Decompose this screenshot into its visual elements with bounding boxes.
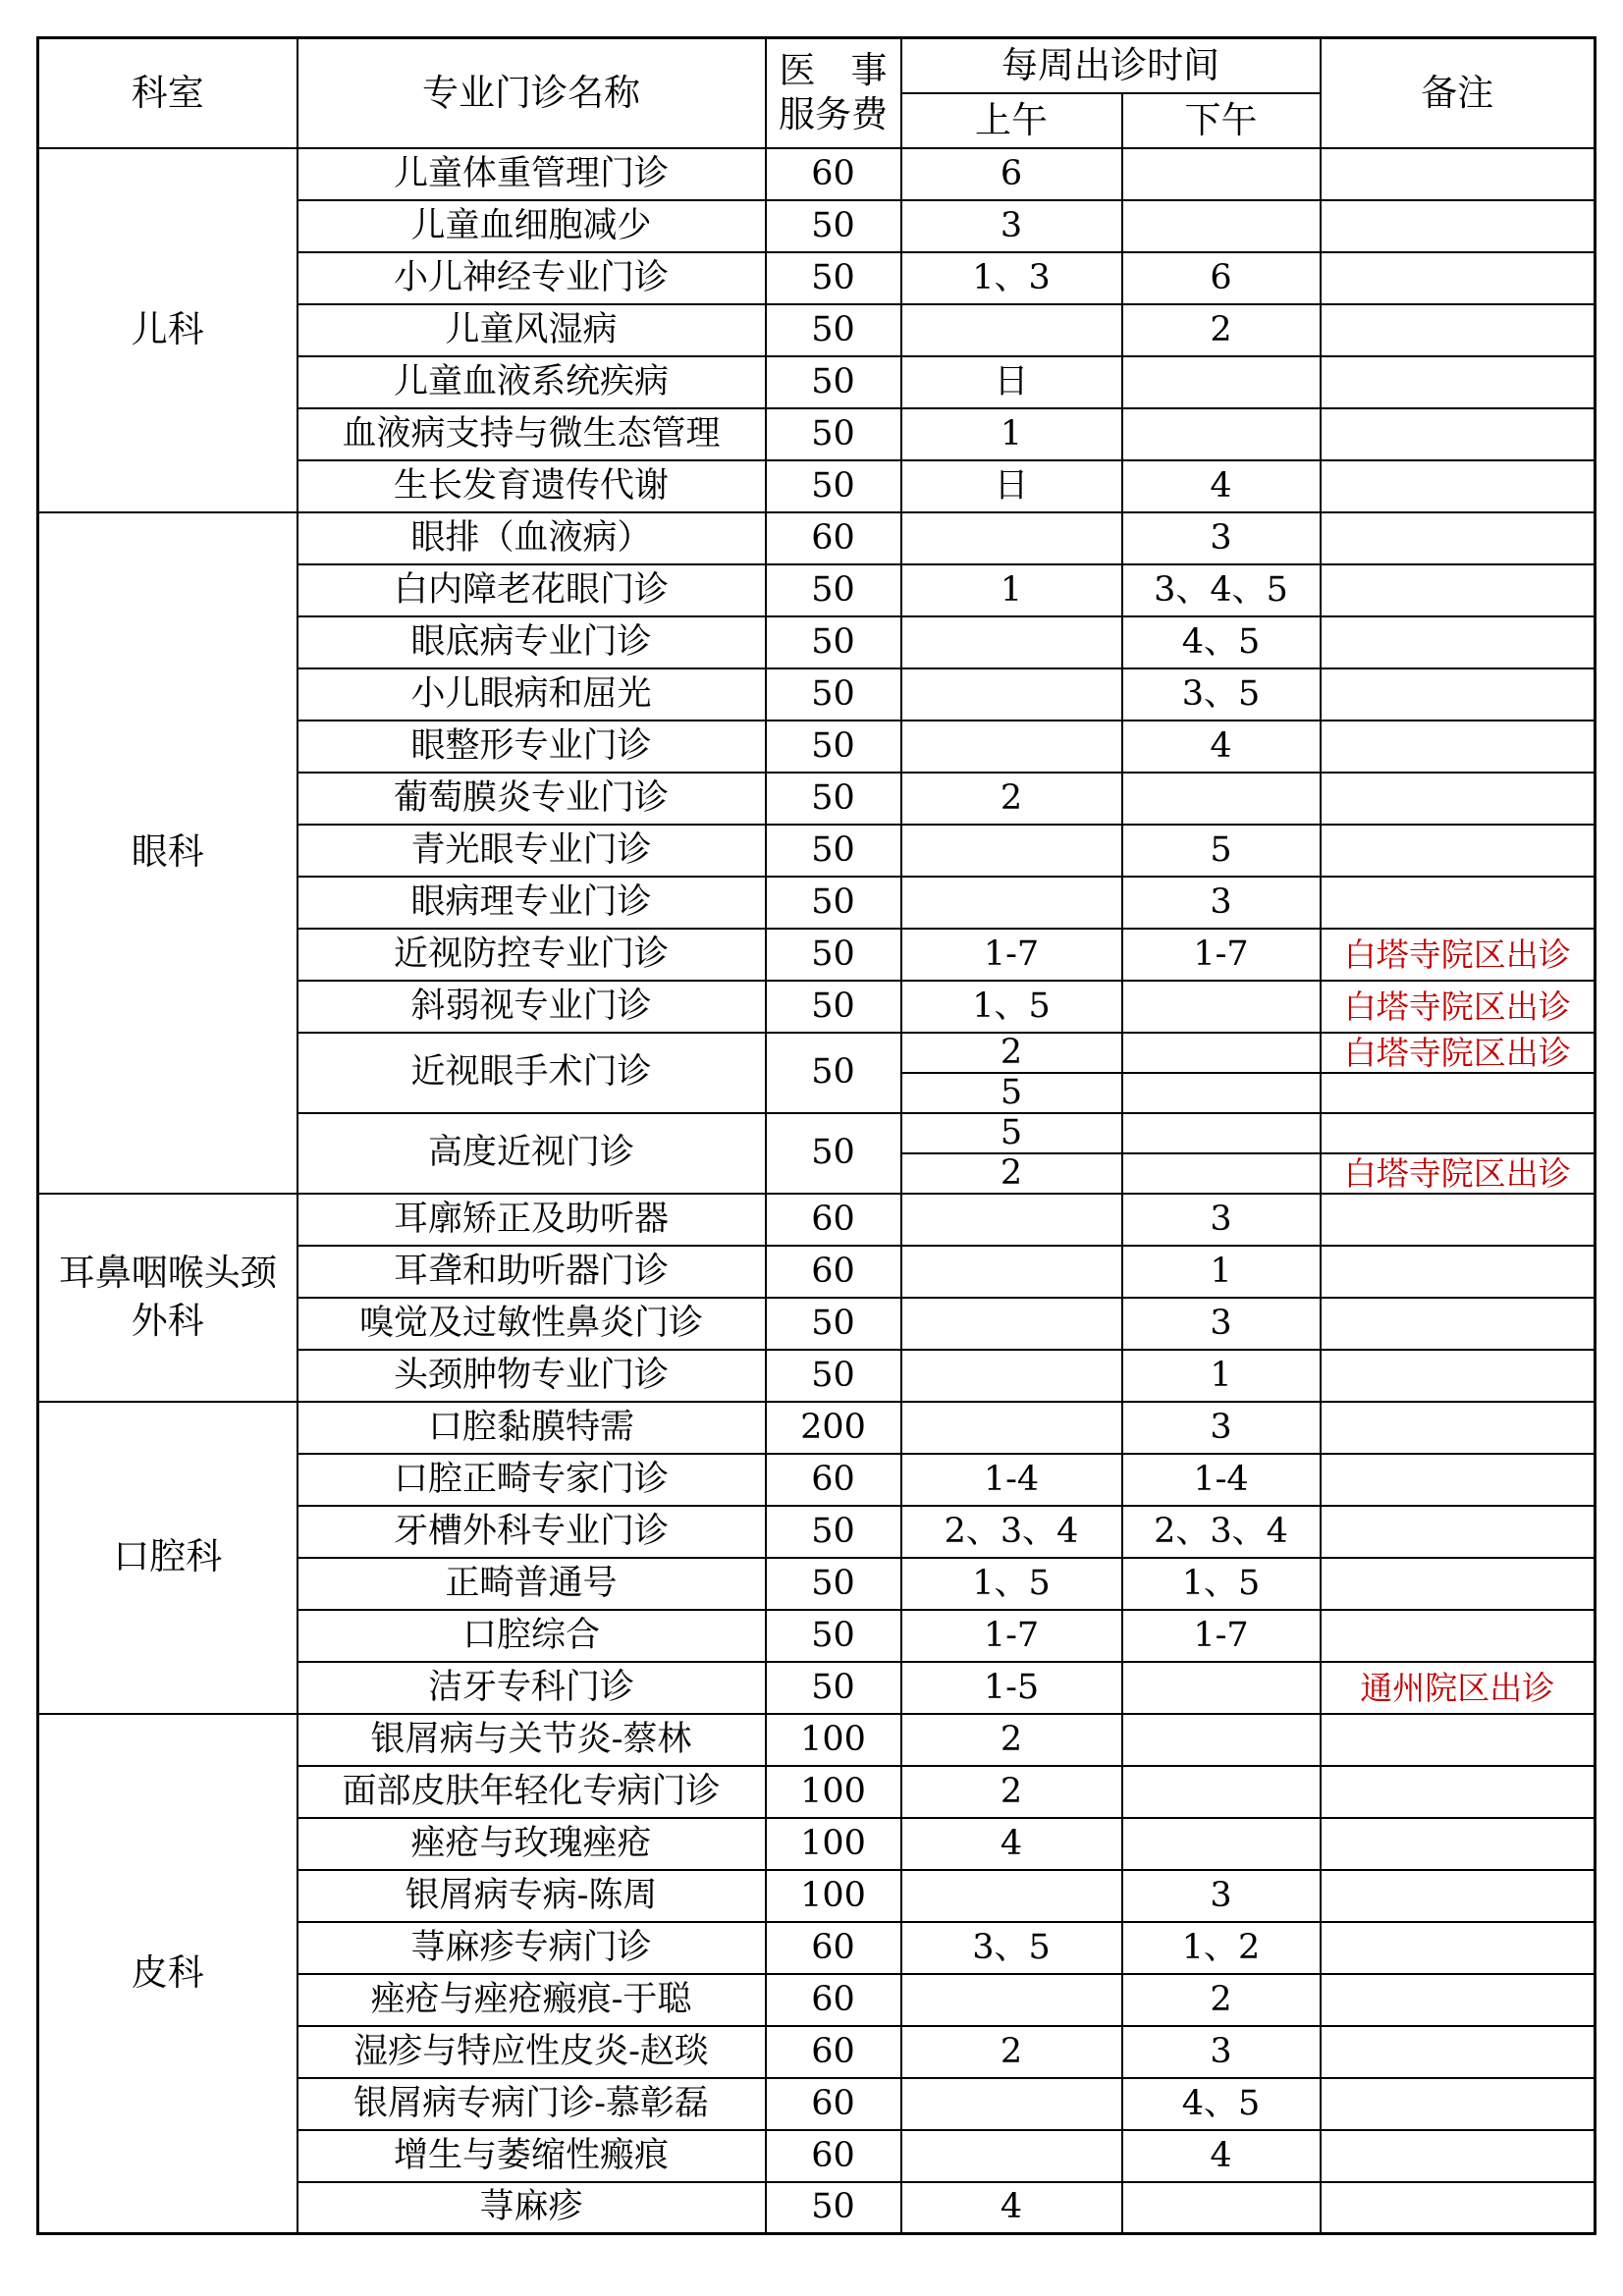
remarks-cell bbox=[1321, 1558, 1596, 1610]
afternoon-cell: 1 bbox=[1122, 1350, 1321, 1402]
service-fee-cell: 60 bbox=[766, 2130, 901, 2182]
service-fee-cell: 60 bbox=[766, 1246, 901, 1298]
afternoon-cell: 1-7 bbox=[1122, 929, 1321, 981]
clinic-name-cell: 嗅觉及过敏性鼻炎门诊 bbox=[298, 1298, 766, 1350]
afternoon-cell: 3、4、5 bbox=[1122, 564, 1321, 616]
remarks-cell bbox=[1321, 616, 1596, 668]
morning-cell bbox=[901, 304, 1122, 356]
remarks-cell bbox=[1321, 304, 1596, 356]
service-fee-cell: 100 bbox=[766, 1766, 901, 1818]
morning-cell: 2 bbox=[901, 773, 1122, 825]
clinic-name-cell: 儿童风湿病 bbox=[298, 304, 766, 356]
remarks-cell: 白塔寺院区出诊 bbox=[1321, 981, 1596, 1033]
afternoon-cell bbox=[1122, 408, 1321, 460]
remarks-cell bbox=[1321, 1113, 1596, 1153]
clinic-name-cell: 儿童血液系统疾病 bbox=[298, 356, 766, 408]
service-fee-cell: 50 bbox=[766, 1113, 901, 1194]
clinic-name-cell: 银屑病与关节炎-蔡林 bbox=[298, 1714, 766, 1766]
service-fee-cell: 50 bbox=[766, 1558, 901, 1610]
morning-cell: 5 bbox=[901, 1073, 1122, 1113]
remarks-cell bbox=[1321, 564, 1596, 616]
service-fee-cell: 50 bbox=[766, 929, 901, 981]
service-fee-cell: 50 bbox=[766, 668, 901, 721]
clinic-name-cell: 青光眼专业门诊 bbox=[298, 825, 766, 877]
afternoon-cell bbox=[1122, 1818, 1321, 1870]
morning-cell: 1、5 bbox=[901, 1558, 1122, 1610]
morning-cell: 5 bbox=[901, 1113, 1122, 1153]
service-fee-cell: 50 bbox=[766, 616, 901, 668]
afternoon-cell: 4、5 bbox=[1122, 616, 1321, 668]
service-fee-cell: 60 bbox=[766, 2078, 901, 2130]
remarks-cell bbox=[1321, 200, 1596, 252]
morning-cell bbox=[901, 1870, 1122, 1922]
clinic-name-cell: 斜弱视专业门诊 bbox=[298, 981, 766, 1033]
remarks-cell bbox=[1321, 2182, 1596, 2234]
afternoon-cell: 3 bbox=[1122, 2026, 1321, 2078]
clinic-name-cell: 头颈肿物专业门诊 bbox=[298, 1350, 766, 1402]
remarks-cell bbox=[1321, 825, 1596, 877]
service-fee-cell: 50 bbox=[766, 1298, 901, 1350]
clinic-name-cell: 牙槽外科专业门诊 bbox=[298, 1506, 766, 1558]
header-department: 科室 bbox=[38, 38, 298, 148]
header-afternoon: 下午 bbox=[1122, 93, 1321, 148]
afternoon-cell: 1-4 bbox=[1122, 1454, 1321, 1506]
table-row bbox=[38, 1402, 1596, 1454]
service-fee-cell: 50 bbox=[766, 721, 901, 773]
remarks-cell bbox=[1321, 1714, 1596, 1766]
afternoon-cell: 3 bbox=[1122, 1298, 1321, 1350]
service-fee-cell: 100 bbox=[766, 1714, 901, 1766]
morning-cell: 4 bbox=[901, 2182, 1122, 2234]
morning-cell: 1 bbox=[901, 564, 1122, 616]
remarks-cell bbox=[1321, 1818, 1596, 1870]
remarks-cell bbox=[1321, 1922, 1596, 1974]
morning-cell: 1 bbox=[901, 408, 1122, 460]
clinic-name-cell: 面部皮肤年轻化专病门诊 bbox=[298, 1766, 766, 1818]
morning-cell: 6 bbox=[901, 148, 1122, 200]
morning-cell: 1、3 bbox=[901, 252, 1122, 304]
morning-cell bbox=[901, 616, 1122, 668]
remarks-cell bbox=[1321, 1194, 1596, 1246]
clinic-name-cell: 眼整形专业门诊 bbox=[298, 721, 766, 773]
clinic-name-cell: 近视眼手术门诊 bbox=[298, 1033, 766, 1113]
clinic-name-cell: 白内障老花眼门诊 bbox=[298, 564, 766, 616]
afternoon-cell: 4、5 bbox=[1122, 2078, 1321, 2130]
clinic-name-cell: 痤疮与痤疮瘢痕-于聪 bbox=[298, 1974, 766, 2026]
service-fee-cell: 50 bbox=[766, 564, 901, 616]
morning-cell bbox=[901, 1350, 1122, 1402]
remarks-cell bbox=[1321, 1610, 1596, 1662]
header-fee-line1: 医事 bbox=[779, 49, 923, 92]
service-fee-cell: 60 bbox=[766, 2026, 901, 2078]
afternoon-cell bbox=[1122, 773, 1321, 825]
clinic-name-cell: 儿童体重管理门诊 bbox=[298, 148, 766, 200]
morning-cell bbox=[901, 1194, 1122, 1246]
service-fee-cell: 50 bbox=[766, 1033, 901, 1113]
afternoon-cell bbox=[1122, 200, 1321, 252]
clinic-name-cell: 口腔正畸专家门诊 bbox=[298, 1454, 766, 1506]
department-cell: 皮科 bbox=[38, 1714, 298, 2234]
morning-cell bbox=[901, 721, 1122, 773]
remarks-cell bbox=[1321, 1766, 1596, 1818]
clinic-name-cell: 儿童血细胞减少 bbox=[298, 200, 766, 252]
morning-cell: 日 bbox=[901, 460, 1122, 512]
clinic-name-cell: 高度近视门诊 bbox=[298, 1113, 766, 1194]
clinic-name-cell: 荨麻疹 bbox=[298, 2182, 766, 2234]
clinic-name-cell: 银屑病专病门诊-慕彰磊 bbox=[298, 2078, 766, 2130]
afternoon-cell bbox=[1122, 1073, 1321, 1113]
afternoon-cell: 4 bbox=[1122, 721, 1321, 773]
afternoon-cell bbox=[1122, 1766, 1321, 1818]
remarks-cell bbox=[1321, 1073, 1596, 1113]
afternoon-cell: 6 bbox=[1122, 252, 1321, 304]
service-fee-cell: 60 bbox=[766, 512, 901, 564]
remarks-cell bbox=[1321, 460, 1596, 512]
service-fee-cell: 50 bbox=[766, 773, 901, 825]
afternoon-cell bbox=[1122, 1113, 1321, 1153]
remarks-cell bbox=[1321, 877, 1596, 929]
service-fee-cell: 60 bbox=[766, 1922, 901, 1974]
afternoon-cell: 3 bbox=[1122, 1870, 1321, 1922]
afternoon-cell bbox=[1122, 356, 1321, 408]
morning-cell bbox=[901, 2078, 1122, 2130]
afternoon-cell: 1、2 bbox=[1122, 1922, 1321, 1974]
service-fee-cell: 50 bbox=[766, 408, 901, 460]
remarks-cell bbox=[1321, 1246, 1596, 1298]
morning-cell: 1、5 bbox=[901, 981, 1122, 1033]
morning-cell bbox=[901, 1402, 1122, 1454]
remarks-cell bbox=[1321, 668, 1596, 721]
service-fee-cell: 50 bbox=[766, 304, 901, 356]
afternoon-cell bbox=[1122, 981, 1321, 1033]
afternoon-cell: 5 bbox=[1122, 825, 1321, 877]
remarks-cell bbox=[1321, 1974, 1596, 2026]
afternoon-cell: 4 bbox=[1122, 2130, 1321, 2182]
clinic-name-cell: 荨麻疹专病门诊 bbox=[298, 1922, 766, 1974]
remarks-cell bbox=[1321, 1454, 1596, 1506]
morning-cell: 1-7 bbox=[901, 929, 1122, 981]
remarks-cell bbox=[1321, 1870, 1596, 1922]
clinic-name-cell: 正畸普通号 bbox=[298, 1558, 766, 1610]
clinic-name-cell: 湿疹与特应性皮炎-赵琰 bbox=[298, 2026, 766, 2078]
morning-cell: 2 bbox=[901, 2026, 1122, 2078]
afternoon-cell bbox=[1122, 148, 1321, 200]
afternoon-cell: 3 bbox=[1122, 512, 1321, 564]
morning-cell: 3 bbox=[901, 200, 1122, 252]
remarks-cell bbox=[1321, 1298, 1596, 1350]
remarks-cell bbox=[1321, 356, 1596, 408]
afternoon-cell: 3、5 bbox=[1122, 668, 1321, 721]
morning-cell: 日 bbox=[901, 356, 1122, 408]
remarks-cell: 通州院区出诊 bbox=[1321, 1662, 1596, 1714]
department-cell: 儿科 bbox=[38, 148, 298, 512]
morning-cell bbox=[901, 1298, 1122, 1350]
remarks-cell bbox=[1321, 2078, 1596, 2130]
afternoon-cell: 1 bbox=[1122, 1246, 1321, 1298]
clinic-name-cell: 小儿神经专业门诊 bbox=[298, 252, 766, 304]
department-cell: 口腔科 bbox=[38, 1402, 298, 1714]
service-fee-cell: 60 bbox=[766, 148, 901, 200]
morning-cell bbox=[901, 2130, 1122, 2182]
morning-cell bbox=[901, 1974, 1122, 2026]
morning-cell bbox=[901, 512, 1122, 564]
morning-cell: 1-7 bbox=[901, 1610, 1122, 1662]
clinic-name-cell: 生长发育遗传代谢 bbox=[298, 460, 766, 512]
morning-cell bbox=[901, 825, 1122, 877]
afternoon-cell: 2 bbox=[1122, 1974, 1321, 2026]
service-fee-cell: 50 bbox=[766, 200, 901, 252]
afternoon-cell: 1、5 bbox=[1122, 1558, 1321, 1610]
service-fee-cell: 50 bbox=[766, 825, 901, 877]
service-fee-cell: 50 bbox=[766, 1610, 901, 1662]
afternoon-cell: 3 bbox=[1122, 1194, 1321, 1246]
service-fee-cell: 50 bbox=[766, 1506, 901, 1558]
service-fee-cell: 50 bbox=[766, 1662, 901, 1714]
service-fee-cell: 50 bbox=[766, 981, 901, 1033]
remarks-cell: 白塔寺院区出诊 bbox=[1321, 1033, 1596, 1073]
morning-cell bbox=[901, 668, 1122, 721]
service-fee-cell: 100 bbox=[766, 1870, 901, 1922]
afternoon-cell bbox=[1122, 2182, 1321, 2234]
remarks-cell bbox=[1321, 512, 1596, 564]
table-body bbox=[38, 148, 1596, 2234]
clinic-name-cell: 耳廓矫正及助听器 bbox=[298, 1194, 766, 1246]
afternoon-cell bbox=[1122, 1714, 1321, 1766]
remarks-cell bbox=[1321, 408, 1596, 460]
morning-cell: 4 bbox=[901, 1818, 1122, 1870]
service-fee-cell: 60 bbox=[766, 1194, 901, 1246]
service-fee-cell: 60 bbox=[766, 1454, 901, 1506]
clinic-name-cell: 小儿眼病和屈光 bbox=[298, 668, 766, 721]
morning-cell: 2 bbox=[901, 1033, 1122, 1073]
morning-cell: 2 bbox=[901, 1766, 1122, 1818]
morning-cell: 1-5 bbox=[901, 1662, 1122, 1714]
afternoon-cell bbox=[1122, 1153, 1321, 1194]
service-fee-cell: 200 bbox=[766, 1402, 901, 1454]
header-service-fee bbox=[766, 38, 923, 148]
afternoon-cell: 2 bbox=[1122, 304, 1321, 356]
header-clinic-name: 专业门诊名称 bbox=[298, 38, 766, 148]
clinic-name-cell: 血液病支持与微生态管理 bbox=[298, 408, 766, 460]
morning-cell: 2、3、4 bbox=[901, 1506, 1122, 1558]
afternoon-cell: 1-7 bbox=[1122, 1610, 1321, 1662]
service-fee-cell: 50 bbox=[766, 356, 901, 408]
service-fee-cell: 50 bbox=[766, 877, 901, 929]
remarks-cell bbox=[1321, 2026, 1596, 2078]
clinic-name-cell: 口腔黏膜特需 bbox=[298, 1402, 766, 1454]
clinic-name-cell: 耳聋和助听器门诊 bbox=[298, 1246, 766, 1298]
remarks-cell bbox=[1321, 252, 1596, 304]
remarks-cell bbox=[1321, 773, 1596, 825]
remarks-cell bbox=[1321, 721, 1596, 773]
afternoon-cell: 3 bbox=[1122, 1402, 1321, 1454]
clinic-name-cell: 眼病理专业门诊 bbox=[298, 877, 766, 929]
table-row bbox=[38, 148, 1596, 200]
remarks-cell bbox=[1321, 148, 1596, 200]
clinic-name-cell: 增生与萎缩性瘢痕 bbox=[298, 2130, 766, 2182]
clinic-name-cell: 银屑病专病-陈周 bbox=[298, 1870, 766, 1922]
service-fee-cell: 60 bbox=[766, 1974, 901, 2026]
clinic-name-cell: 口腔综合 bbox=[298, 1610, 766, 1662]
morning-cell: 2 bbox=[901, 1714, 1122, 1766]
clinic-schedule-table bbox=[36, 36, 1596, 2235]
table-row bbox=[38, 1714, 1596, 1766]
clinic-name-cell: 洁牙专科门诊 bbox=[298, 1662, 766, 1714]
header-weekly-schedule: 每周出诊时间 bbox=[901, 38, 1321, 93]
department-cell: 耳鼻咽喉头颈外科 bbox=[38, 1194, 298, 1402]
remarks-cell bbox=[1321, 1402, 1596, 1454]
remarks-cell bbox=[1321, 1506, 1596, 1558]
service-fee-cell: 50 bbox=[766, 1350, 901, 1402]
afternoon-cell: 2、3、4 bbox=[1122, 1506, 1321, 1558]
clinic-name-cell: 近视防控专业门诊 bbox=[298, 929, 766, 981]
afternoon-cell: 4 bbox=[1122, 460, 1321, 512]
afternoon-cell bbox=[1122, 1662, 1321, 1714]
morning-cell: 1-4 bbox=[901, 1454, 1122, 1506]
morning-cell bbox=[901, 877, 1122, 929]
clinic-name-cell: 痤疮与玫瑰痤疮 bbox=[298, 1818, 766, 1870]
remarks-cell bbox=[1321, 1350, 1596, 1402]
header-fee-line2: 服务费 bbox=[779, 92, 888, 135]
service-fee-cell: 50 bbox=[766, 2182, 901, 2234]
service-fee-cell: 100 bbox=[766, 1818, 901, 1870]
remarks-cell bbox=[1321, 2130, 1596, 2182]
clinic-name-cell: 眼底病专业门诊 bbox=[298, 616, 766, 668]
service-fee-cell: 50 bbox=[766, 460, 901, 512]
table-row bbox=[38, 1194, 1596, 1246]
department-cell: 眼科 bbox=[38, 512, 298, 1194]
remarks-cell: 白塔寺院区出诊 bbox=[1321, 929, 1596, 981]
clinic-name-cell: 眼排（血液病） bbox=[298, 512, 766, 564]
morning-cell: 3、5 bbox=[901, 1922, 1122, 1974]
header-morning: 上午 bbox=[901, 93, 1122, 148]
morning-cell bbox=[901, 1246, 1122, 1298]
clinic-name-cell: 葡萄膜炎专业门诊 bbox=[298, 773, 766, 825]
afternoon-cell: 3 bbox=[1122, 877, 1321, 929]
afternoon-cell bbox=[1122, 1033, 1321, 1073]
table-row bbox=[38, 512, 1596, 564]
morning-cell: 2 bbox=[901, 1153, 1122, 1194]
remarks-cell: 白塔寺院区出诊 bbox=[1321, 1153, 1596, 1194]
service-fee-cell: 50 bbox=[766, 252, 901, 304]
header-remarks: 备注 bbox=[1321, 38, 1596, 148]
